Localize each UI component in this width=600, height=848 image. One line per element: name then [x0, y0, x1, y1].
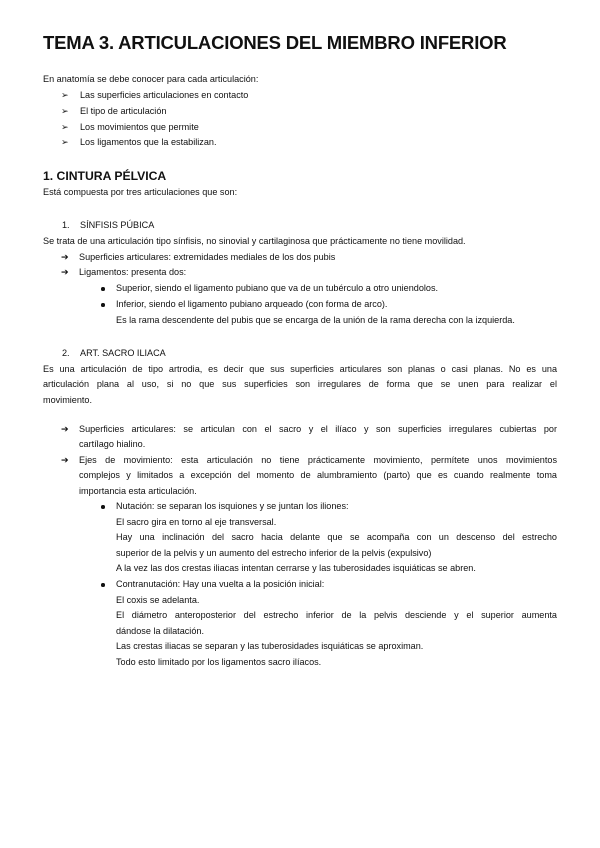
list-item: Inferior, siendo el ligamento pubiano arqueado (con forma de arco).	[116, 299, 388, 309]
bullet-icon	[101, 583, 105, 587]
list-item-line: cartílago hialino.	[79, 439, 146, 449]
paragraph: Se trata de una articulación tipo sínfisis, no sinovial y cartilaginosa que prácticamente no tiene movilidad.	[43, 236, 466, 246]
list-item-line: A la vez las dos crestas iliacas intentan cerrarse y las tuberosidades isquiáticas se abren.	[116, 563, 476, 573]
bullet-icon	[101, 287, 105, 291]
arrow-icon: ➔	[61, 424, 69, 434]
list-item: El tipo de articulación	[80, 106, 167, 116]
list-item-line: Superficies articulares: se articulan con el sacro y el ilíaco y son superficies irregulares cubiertas por	[79, 424, 557, 434]
list-item: Contranutación: Hay una vuelta a la posición inicial:	[116, 579, 325, 589]
list-item: Los movimientos que permite	[80, 122, 199, 132]
arrowhead-icon: ➢	[61, 106, 69, 116]
list-item-line: dándose la dilatación.	[116, 626, 204, 636]
subsection-heading: ART. SACRO ILIACA	[80, 348, 166, 358]
bullet-icon	[101, 303, 105, 307]
arrowhead-icon: ➢	[61, 90, 69, 100]
list-item-line: Las crestas iliacas se separan y las tuberosidades isquiáticas se aproximan.	[116, 641, 424, 651]
list-item: Las superficies articulaciones en contacto	[80, 90, 249, 100]
list-item: Superior, siendo el ligamento pubiano que va de un tubérculo a otro uniendolos.	[116, 283, 439, 293]
list-item-line: Todo esto limitado por los ligamentos sacro ilíacos.	[116, 657, 322, 667]
list-item-line: El sacro gira en torno al eje transversal.	[116, 517, 277, 527]
paragraph-line: Es una articulación de tipo artrodia, es decir que sus superficies articulares son planas o casi planas. No es una	[43, 364, 557, 374]
arrowhead-icon: ➢	[61, 122, 69, 132]
subsection-number: 2.	[62, 348, 70, 358]
arrowhead-icon: ➢	[61, 137, 69, 147]
list-item-line: Ejes de movimiento: esta articulación no tiene prácticamente movimiento, permítete unos movimientos	[79, 455, 557, 465]
list-item-line: El coxis se adelanta.	[116, 595, 200, 605]
subsection-number: 1.	[62, 220, 70, 230]
list-item: Superficies articulares: extremidades mediales de los dos pubis	[79, 252, 336, 262]
intro-text: En anatomía se debe conocer para cada articulación:	[43, 74, 259, 84]
section-heading: 1. CINTURA PÉLVICA	[43, 169, 167, 183]
arrow-icon: ➔	[61, 252, 69, 262]
list-item-line: El diámetro anteroposterior del estrecho inferior de la pelvis desciende y el superior aumenta	[116, 610, 557, 620]
list-item-note: Es la rama descendente del pubis que se encarga de la unión de la rama derecha con la izquierda.	[116, 315, 515, 325]
list-item-line: Hay una inclinación del sacro hacia delante que se acompaña con un descenso del estrecho	[116, 532, 557, 542]
section-intro: Está compuesta por tres articulaciones que son:	[43, 187, 238, 197]
paragraph-line: articulación plana al uso, si no que sus superficies son irregulares de forma que se unen para realizar el	[43, 379, 557, 389]
list-item-line: complejos y limitados a excepción del momento de alumbramiento (parto) que es cuando realmente toma	[79, 470, 557, 480]
list-item: Los ligamentos que la estabilizan.	[80, 137, 217, 147]
arrow-icon: ➔	[61, 267, 69, 277]
subsection-heading: SÍNFISIS PÚBICA	[80, 220, 155, 230]
list-item: Ligamentos: presenta dos:	[79, 267, 187, 277]
arrow-icon: ➔	[61, 455, 69, 465]
bullet-icon	[101, 505, 105, 509]
paragraph-line: movimiento.	[43, 395, 93, 405]
list-item-line: importancia esta articulación.	[79, 486, 197, 496]
list-item: Nutación: se separan los isquiones y se juntan los iliones:	[116, 501, 349, 511]
page-title: TEMA 3. ARTICULACIONES DEL MIEMBRO INFERIOR	[43, 32, 507, 53]
list-item-line: superior de la pelvis y un aumento del estrecho inferior de la pelvis (expulsivo)	[116, 548, 432, 558]
